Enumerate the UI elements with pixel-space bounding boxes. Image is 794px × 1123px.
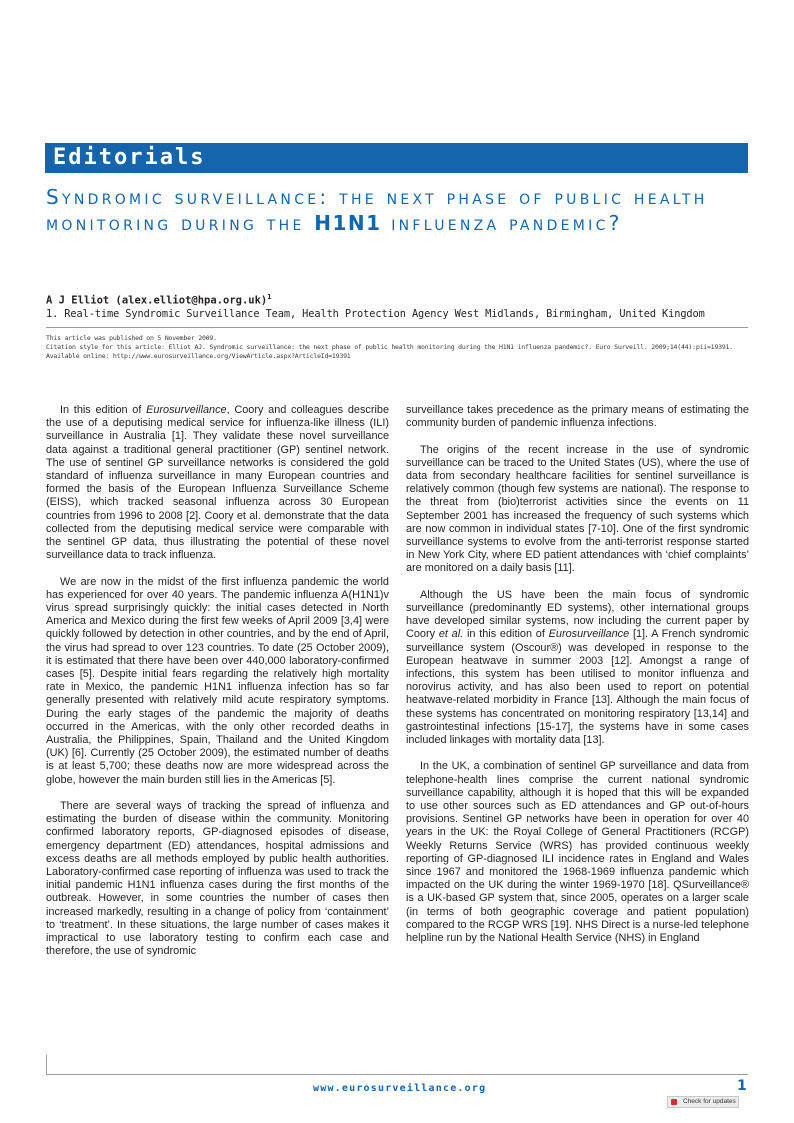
author-name: A J Elliot (alex.elliot@hpa.org.uk) xyxy=(46,294,268,307)
article-title xyxy=(46,184,746,236)
paragraph: The origins of the recent increase in the use of syndromic surveillance can be traced to the United States (US), where the use of data from secondary healthcare facilities for sentinel surveillance is relatively common (though few systems are national). The response to the threat from (bio)terrorist activities since the events on 11 September 2001 has increased the frequency of such systems which are now common in individual states [7-10]. One of the first syndromic surveillance systems to evolve from the anti-terrorist response started in New York City, where ED patient attendances with ‘chief complaints’ are monitored on a daily basis [11]. xyxy=(406,443,749,575)
header-divider xyxy=(46,327,748,328)
title-part-1: Syndromic surveillance: the next phase of public health monitoring during the xyxy=(46,185,708,235)
citation-text: Citation style for this article: Elliot AJ. Syndromic surveillance: the next phase of public health monitoring during the H1N1 influenza pandemic?. Euro Surveill. 2009;14(44):pii=19391. Available online: http://www.eurosurveillance.org/ViewArticle.aspx?ArticleId=19391 xyxy=(46,343,733,360)
section-label: Editorials xyxy=(53,145,206,170)
paragraph: There are several ways of tracking the spread of influenza and estimating the burden of disease within the community. Monitoring confirmed laboratory reports, GP-diagnosed episodes of disease, emergency department (ED) attendances, hospital admissions and excess deaths are all methods employed by public health authorities. Laboratory-confirmed case reporting of influenza was used to track the initial pandemic H1N1 influenza cases during the first months of the outbreak. However, in some countries the number of cases then increased markedly, resulting in a change of policy from ‘containment’ to ‘treatment’. In these situations, the large number of cases makes it impractical to use laboratory testing to confirm each case and therefore, the use of syndromic xyxy=(46,800,389,958)
check-for-updates-button[interactable] xyxy=(667,1096,739,1108)
body-column-right xyxy=(406,404,749,958)
crossmark-icon xyxy=(671,1099,677,1105)
publication-date: This article was published on 5 November 2009. xyxy=(46,334,217,342)
section-banner xyxy=(45,143,748,173)
footer-url[interactable]: www.eurosurveillance.org xyxy=(313,1083,487,1094)
title-part-2: influenza pandemic? xyxy=(381,211,623,235)
paragraph: We are now in the midst of the first influenza pandemic the world has experienced for over 40 years. The pandemic influenza A(H1N1)v virus spread surprisingly quickly: the initial cases detected in North America and Mexico during the first few weeks of April 2009 [3,4] were quickly followed by detection in other countries, and by the end of April, the virus had spread to over 123 countries. To date (25 October 2009), it is estimated that there have been over 440,000 laboratory-confirmed cases [5]. Despite initial fears regarding the relatively high mortality rate in Mexico, the pandemic H1N1 influenza infection has so far generally presented with relatively mild acute respiratory symptoms. During the early stages of the pandemic the majority of deaths occurred in the Americas, with the only other recorded deaths in Australia, the Philippines, Spain, Thailand and the United Kingdom (UK) [6]. Currently (25 October 2009), the estimated number of deaths is at least 5,700; these deaths now are more widespread across the globe, however the main burden still lies in the Americas [5]. xyxy=(46,575,389,786)
article-metadata xyxy=(46,334,751,361)
paragraph: In this edition of Eurosurveillance, Coory and colleagues describe the use of a deputising medical service for influenza-like illness (ILI) surveillance in Australia [1]. They validate these novel surveillance data against a traditional general practitioner (GP) sentinel network. The use of sentinel GP surveillance networks is considered the gold standard of influenza surveillance in many European countries and formed the basis of the European Influenza Surveillance Scheme (EISS), which tracked seasonal influenza across 30 European countries from 1996 to 2008 [2]. Coory et al. demonstrate that the data collected from the deputising medical service were comparable with the sentinel GP data, thus illustrating the potential of these novel surveillance data to track influenza. xyxy=(46,404,389,562)
title-strain: H1N1 xyxy=(314,211,382,235)
footer-divider-vertical xyxy=(46,1055,47,1074)
paragraph: Although the US have been the main focus of syndromic surveillance (predominantly ED systems), other international groups have developed similar systems, now including the current paper by Coory et al. in this edition of Eurosurveillance [1]. A French syndromic surveillance system (Oscour®) was developed in response to the European heatwave in summer 2003 [12]. Amongst a range of infections, this system has been utilised to monitor influenza and norovirus activity, and has also been used to report on potential heatwave-related morbidity in France [13]. Although the main focus of these systems has concentrated on monitoring respiratory [13,14] and gastrointestinal infections [15-17], the systems have in some cases included linkages with mortality data [13]. xyxy=(406,588,749,747)
paragraph-continued: surveillance takes precedence as the primary means of estimating the community burden of pandemic influenza infections. xyxy=(406,404,749,430)
author-line xyxy=(46,293,271,307)
footer-divider xyxy=(46,1074,748,1075)
affiliation: 1. Real-time Syndromic Surveillance Team, Health Protection Agency West Midlands, Birmingham, United Kingdom xyxy=(46,308,705,320)
author-affil-ref: 1 xyxy=(267,293,272,301)
paragraph: In the UK, a combination of sentinel GP surveillance and data from telephone-health lines comprise the current national syndromic surveillance capability, although it is hoped that this will be expanded to use other sources such as ED attendances and GP out-of-hours provisions. Sentinel GP networks have been in operation for over 40 years in the UK: the Royal College of General Practitioners (RCGP) Weekly Returns Service (WRS) has provided continuous weekly reporting of GP-diagnosed ILI incidence rates in England and Wales since 1967 and monitored the 1968-1969 influenza pandemic which impacted on the UK during the winter 1969-1970 [18]. QSurveillance® is a UK-based GP system that, since 2005, operates on a larger scale (in terms of both geographic coverage and patient population) compared to the RCGP WRS [19]. NHS Direct is a nurse-led telephone helpline run by the National Health Service (NHS) in England xyxy=(406,760,749,945)
page-number: 1 xyxy=(737,1078,747,1094)
check-for-updates-label: Check for updates xyxy=(683,1098,736,1105)
body-column-left xyxy=(46,404,389,972)
